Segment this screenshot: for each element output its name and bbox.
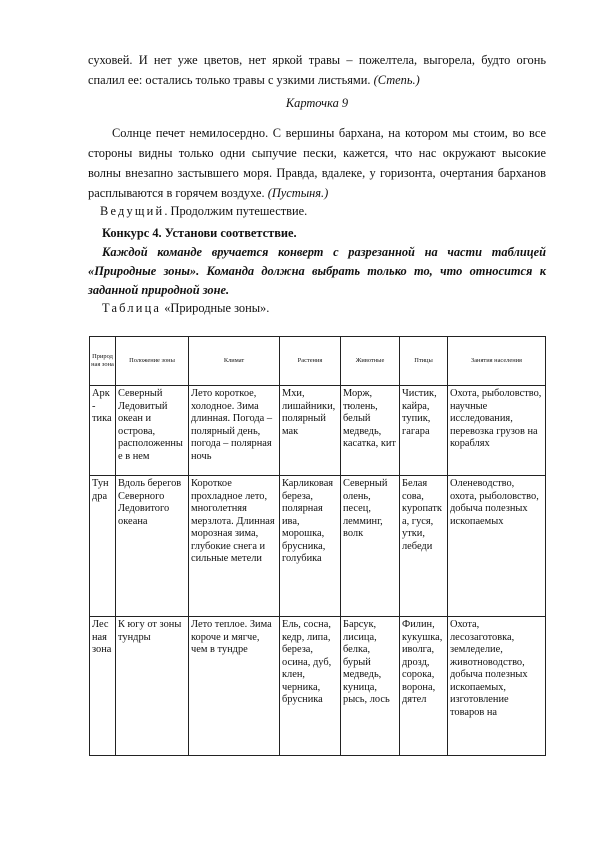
table-cell: Северный олень, песец, лемминг, волк <box>341 476 400 617</box>
table-cell: Лето короткое, холодное. Зима длинная. Погода – полярный день, погода – полярная ночь <box>189 386 280 476</box>
header-location: Положение зоны <box>116 337 189 386</box>
table-cell: Мхи, лишайники, полярный мак <box>280 386 341 476</box>
table-cell: Карликовая береза, полярная ива, морошка, брусника, голубика <box>280 476 341 617</box>
table-cell: Тун дра <box>90 476 116 617</box>
table-cell: Оленеводство, охота, рыболовство, добыча полезных ископаемых <box>448 476 546 617</box>
leader-role: Ведущий <box>100 204 165 218</box>
table-header-row <box>90 337 546 386</box>
header-birds: Птицы <box>400 337 448 386</box>
table-cell: Арк - тика <box>90 386 116 476</box>
paragraph-source: (Пустыня.) <box>267 186 329 200</box>
table-caption-title: «Природные зоны». <box>161 301 270 315</box>
table-row <box>90 617 546 756</box>
card-heading: Карточка 9 <box>285 96 349 110</box>
table-cell: Морж, тюлень, белый медведь, касатка, кит <box>341 386 400 476</box>
header-animals: Животные <box>341 337 400 386</box>
contest-instruction: Каждой команде вручается конверт с разрезанной на части таблицей «Природные зоны». Команда должна выбрать только то, что относится к заданной природной зоне. <box>88 245 546 297</box>
table-caption <box>102 301 269 316</box>
table-cell: Чистик, кайра, тупик, гагара <box>400 386 448 476</box>
table-cell: Короткое прохладное лето, многолетняя мерзлота. Длинная морозная зима, глубокие снега и сильные метели <box>189 476 280 617</box>
table-caption-label: Таблица <box>102 301 162 315</box>
table-row <box>90 476 546 617</box>
header-plants: Растения <box>280 337 341 386</box>
table-cell: Ель, сосна, кедр, липа, береза, осина, дуб, клен, черника, брусника <box>280 617 341 756</box>
natural-zones-table <box>89 336 546 756</box>
table-cell: Вдоль берегов Северного Ледовитого океана <box>116 476 189 617</box>
header-occupations: Занятия населения <box>448 337 546 386</box>
header-climate: Климат <box>189 337 280 386</box>
leader-text: . Продолжим путешествие. <box>164 204 308 218</box>
table-cell: Северный Ледовитый океан и острова, расположенные в нем <box>116 386 189 476</box>
contest-title: Конкурс 4. Установи соответствие. <box>102 226 297 240</box>
paragraph-source: (Степь.) <box>373 73 420 87</box>
table-cell: Белая сова, куропатка, гуся, утки, лебеди <box>400 476 448 617</box>
table-cell: Охота, рыболовство, научные исследования, перевозка грузов на кораблях <box>448 386 546 476</box>
table-cell: Охота, лесозаготовка, земледелие, животноводство, добыча полезных ископаемых, изготовление товаров на <box>448 617 546 756</box>
table-row <box>90 386 546 476</box>
paragraph-steppe: суховей. И нет уже цветов, нет яркой травы – пожелтела, выгорела, будто огонь спалил ее: остались только травы с узкими листьями. (Степь.) <box>88 53 546 87</box>
table-cell: К югу от зоны тундры <box>116 617 189 756</box>
table-cell: Лес ная зона <box>90 617 116 756</box>
paragraph-desert: Солнце печет немилосердно. С вершины бархана, на котором мы стоим, во все стороны видны только одни сыпучие пески, кажется, что нас окружают высокие волны внезапно застывшего моря. Правда, вдалеке, у горизонта, очертания барханов расплываются в горячем воздухе. (Пустыня.) <box>88 126 546 200</box>
table-cell: Лето теплое. Зима короче и мягче, чем в тундре <box>189 617 280 756</box>
leader-line <box>100 204 307 219</box>
header-zone: Природная зона <box>90 337 116 386</box>
table-cell: Филин, кукушка, иволга, дрозд, сорока, ворона, дятел <box>400 617 448 756</box>
table-cell: Барсук, лисица, белка, бурый медведь, куница, рысь, лось <box>341 617 400 756</box>
